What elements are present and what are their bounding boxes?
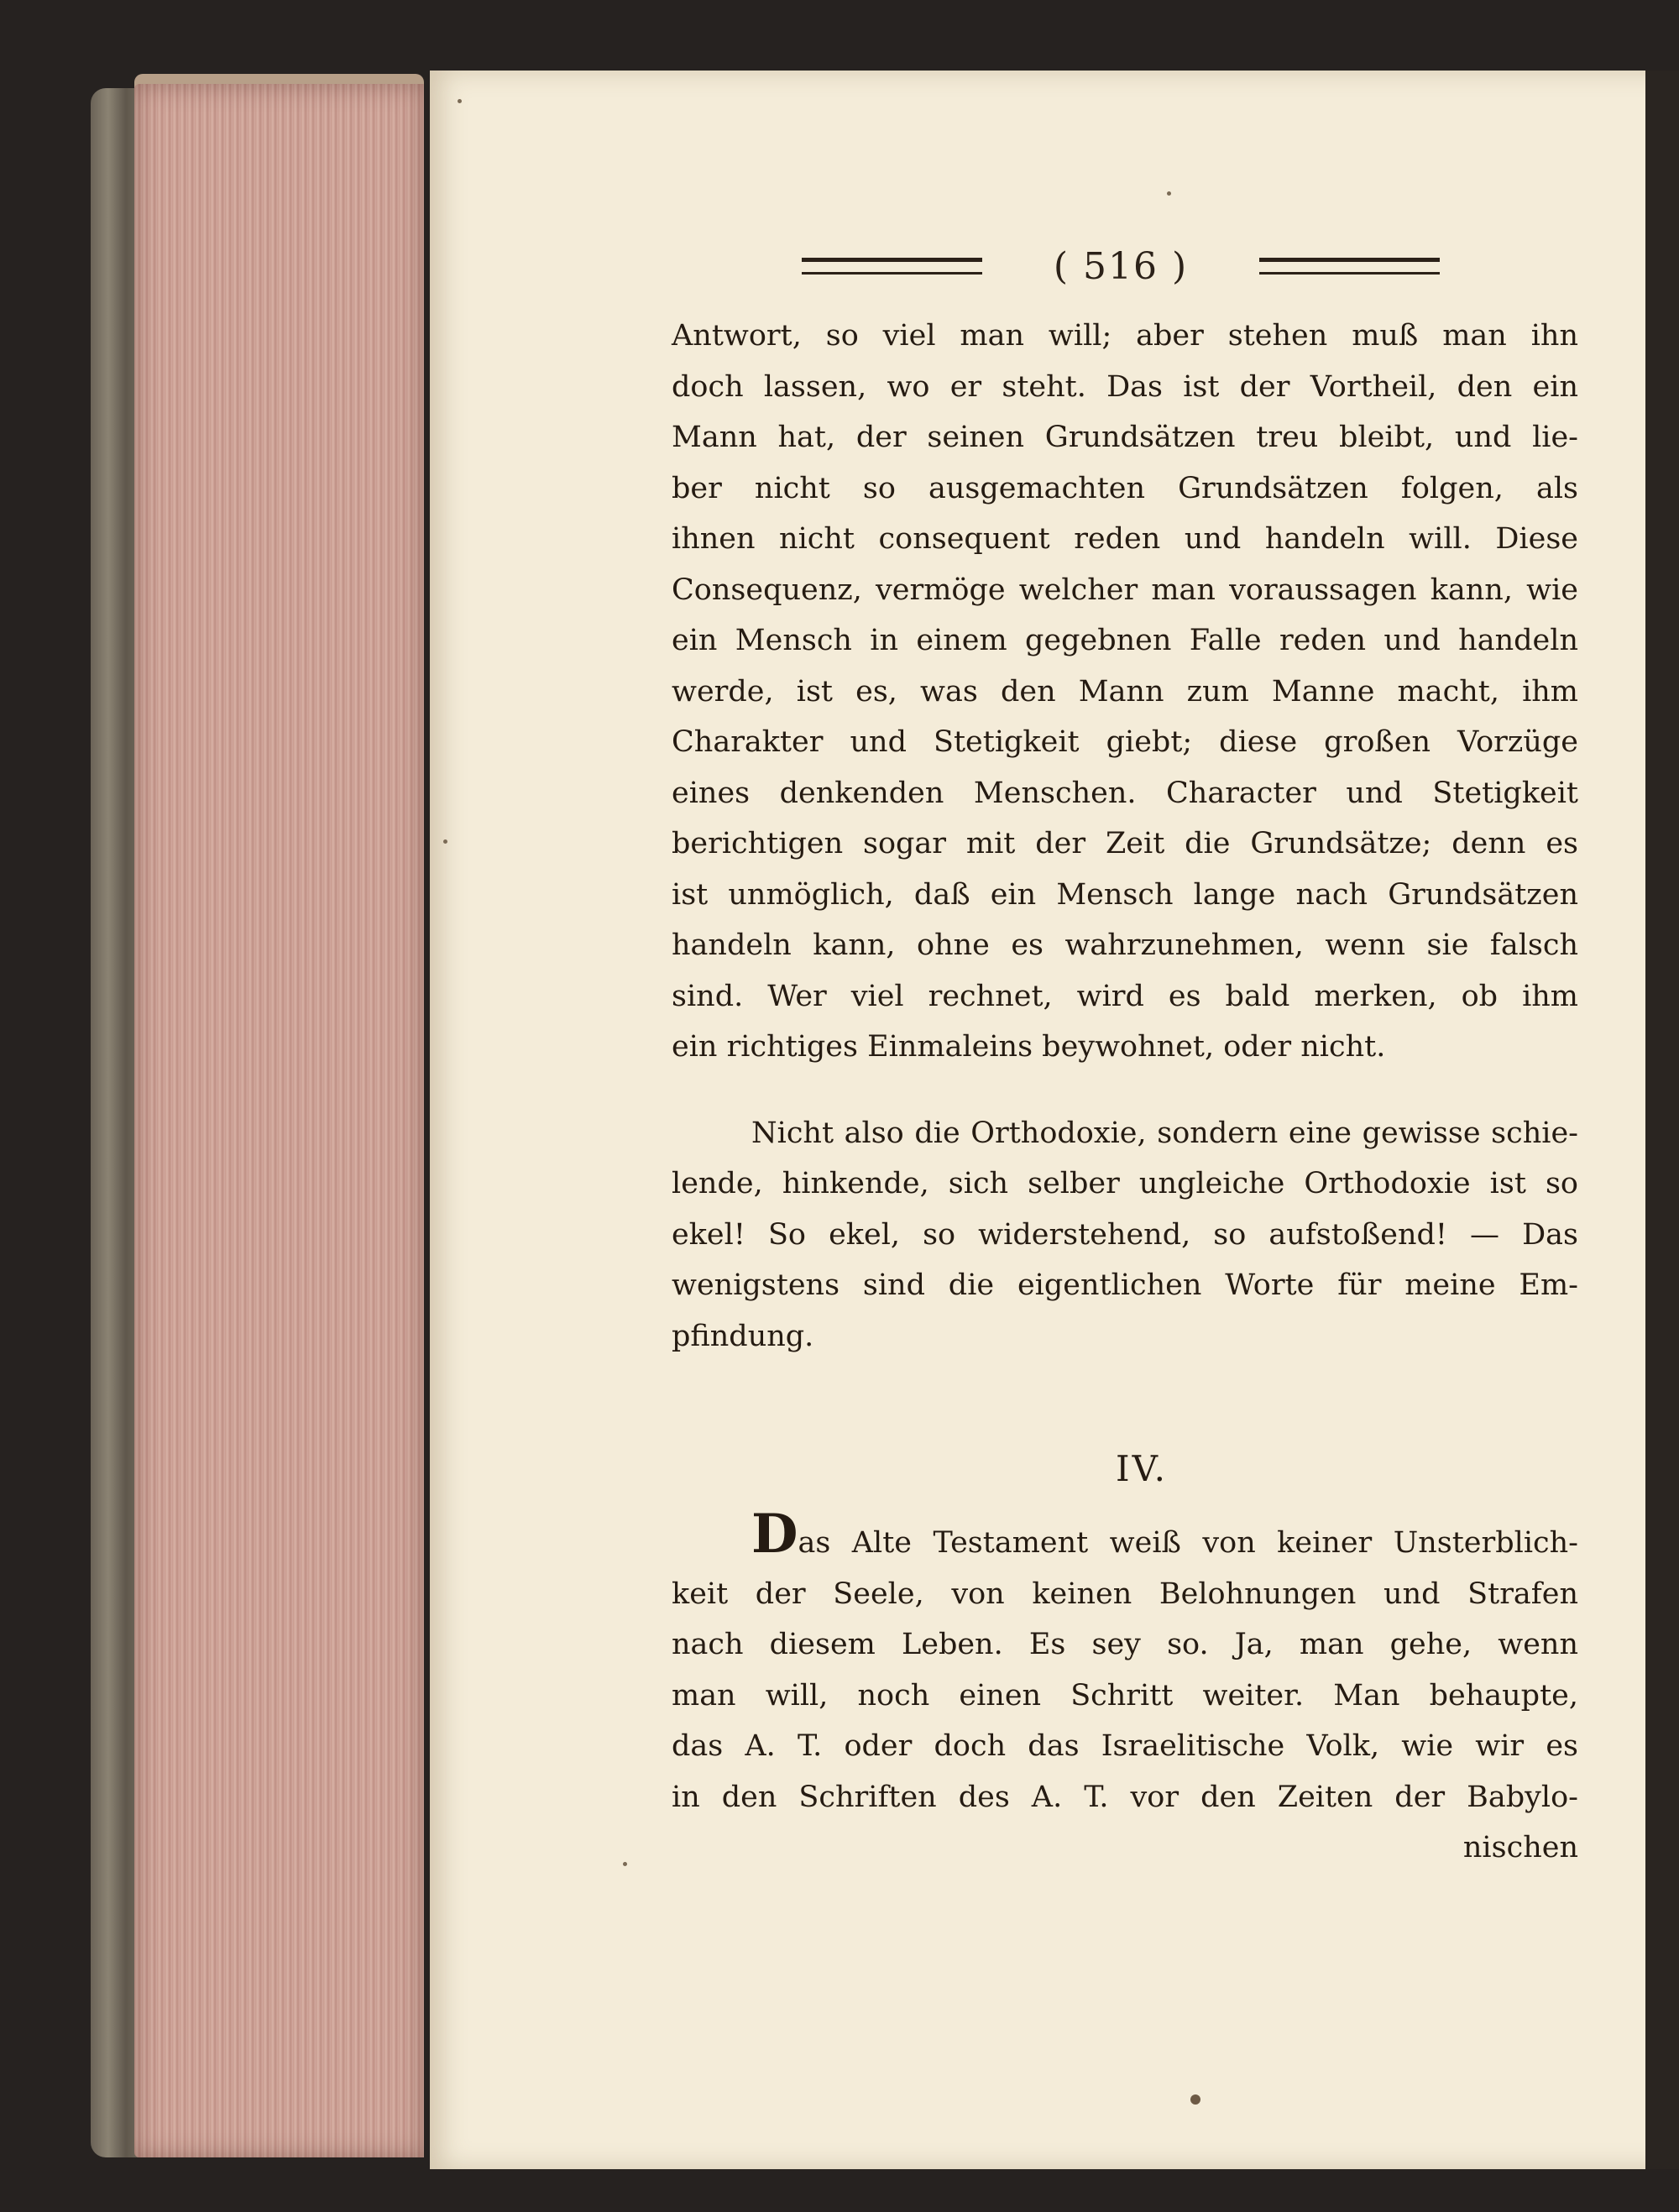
text-line: ein Mensch in einem gegebnen Falle reden und handeln [672,624,1578,657]
header-rule-left [802,258,982,275]
paper-speck [443,839,447,844]
paper-speck [1167,191,1171,196]
text-line: eines denkenden Menschen. Character und Stetigkeit [672,776,1578,810]
paper-speck [458,99,462,103]
paper-speck [1190,2094,1200,2105]
drop-cap: D [751,1503,798,1566]
paragraph-2 [672,1108,1578,1362]
paragraph-1 [672,311,1578,1073]
text-line: ihnen nicht consequent reden und handeln will. Diese [672,522,1578,556]
text-line: handeln kann, ohne es wahrzunehmen, wenn sie falsch [672,928,1578,962]
section-heading: IV. [1116,1448,1168,1489]
text-line: werde, ist es, was den Mann zum Manne macht, ihm [672,674,1578,709]
paragraph-3 [672,1503,1578,1874]
text-line: lende, hinkende, sich selber ungleiche Orthodoxie ist so [672,1167,1578,1200]
page-right-shadow [1645,71,1679,2169]
text-line: in den Schriften des A. T. vor den Zeiten der Babylo- [672,1780,1578,1814]
text-line: ber nicht so ausgemachten Grundsätzen folgen, als [672,471,1578,505]
paper-speck [623,1862,627,1866]
text-line: Nicht also die Orthodoxie, sondern eine gewisse schie- [751,1116,1578,1150]
text-line: doch lassen, wo er steht. Das ist der Vortheil, den ein [672,369,1578,404]
text-line: Consequenz, vermöge welcher man voraussagen kann, wie [672,573,1578,607]
text-line: nach diesem Leben. Es sey so. Ja, man gehe, wenn [672,1628,1578,1661]
running-head [802,237,1440,295]
text-line: Antwort, so viel man will; aber stehen muß man ihn [672,319,1578,353]
text-line: berichtigen sogar mit der Zeit die Grundsätze; denn es [672,827,1578,860]
text-line [672,1503,1578,1569]
text-line: ekel! So ekel, so widerstehend, so aufstoßend! — Das [672,1217,1578,1252]
text-line: man will, noch einen Schritt weiter. Man behaupte, [672,1678,1578,1713]
header-rule-right [1259,258,1440,275]
text-line: sind. Wer viel rechnet, wird es bald merken, ob ihm [672,979,1578,1013]
text-line: Charakter und Stetigkeit giebt; diese großen Vorzüge [672,725,1578,759]
catchword: nischen [1462,1831,1578,1864]
text-line: Mann hat, der seinen Grundsätzen treu bleibt, und lie- [672,421,1578,454]
text-line: ist unmöglich, daß ein Mensch lange nach Grundsätzen [672,877,1578,912]
text-line: keit der Seele, von keinen Belohnungen und Strafen [672,1577,1578,1611]
text-line: pfindung. [672,1319,814,1353]
page-edges [134,84,424,2157]
text-line: wenigstens sind die eigentlichen Worte für meine Em- [672,1268,1578,1302]
body-text [672,311,1578,1874]
text-line-rest: as Alte Testament weiß von keiner Unsterblich- [798,1526,1578,1560]
text-line: ein richtiges Einmaleins beywohnet, oder nicht. [672,1030,1386,1064]
page-number: ( 516 ) [1053,244,1189,288]
text-line: das A. T. oder doch das Israelitische Volk, wie wir es [672,1729,1578,1763]
